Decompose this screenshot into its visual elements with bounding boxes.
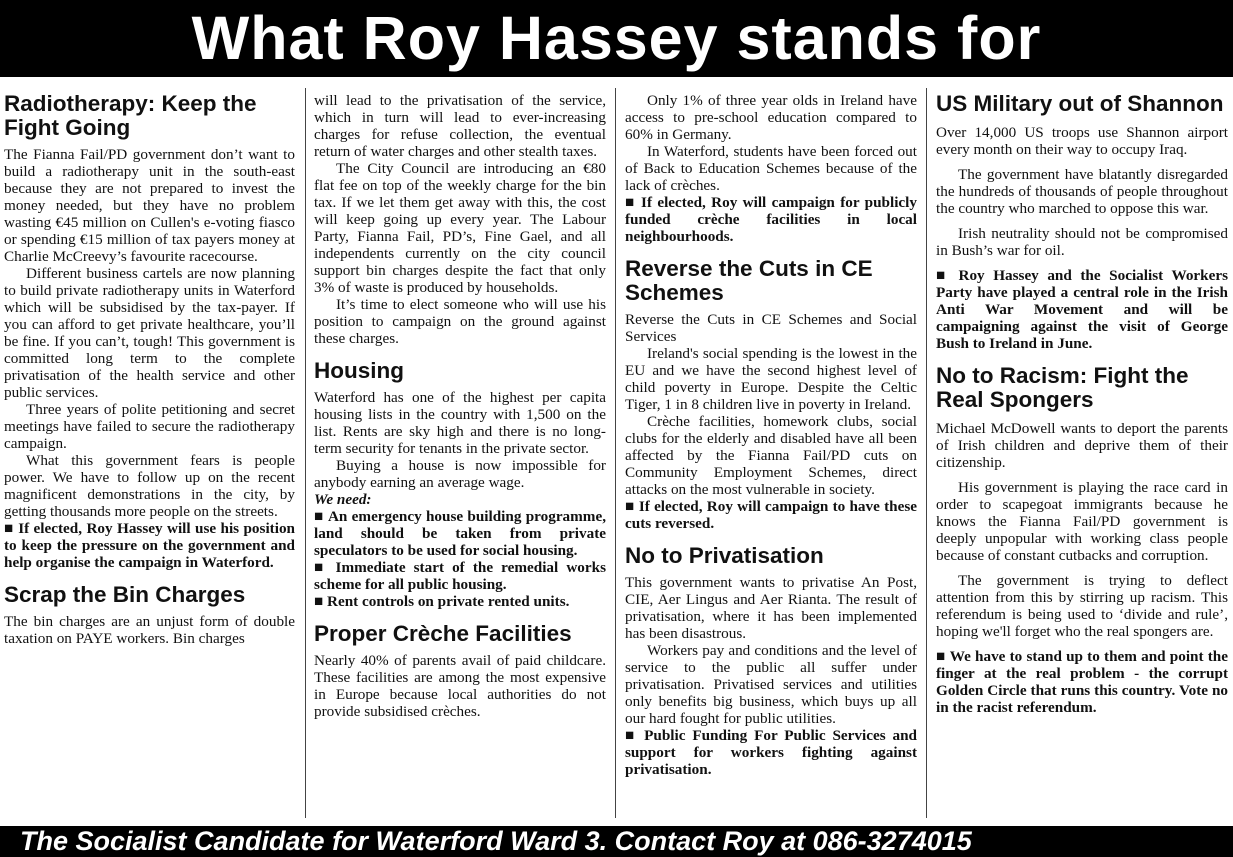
column-2 [314, 92, 606, 822]
paragraph: The City Council are introducing an €80 flat fee on top of the weekly charge for the bin tax. If we let them get away with this, the cost will keep going up every year. The Labour Party, Fianna Fail, PD’s, Fine Gael, and all independents currently on the city council support bin charges despite the fact that only 3% of waste is produced by households. [314, 160, 606, 296]
paragraph: The government have blatantly disregarded the hundreds of thousands of people throughout the country who marched to oppose this war. [936, 166, 1228, 217]
paragraph: This government wants to privatise An Post, CIE, Aer Lingus and Aer Rianta. The result of privatisation, where it has been implemented has been disastrous. [625, 574, 917, 642]
pledge: ■ If elected, Roy will campaign to have these cuts reversed. [625, 498, 917, 532]
we-need-label: We need: [314, 491, 372, 508]
heading-ce-schemes: Reverse the Cuts in CE Schemes [625, 256, 873, 305]
paragraph: The bin charges are an unjust form of double taxation on PAYE workers. Bin charges [4, 613, 295, 647]
paragraph: Only 1% of three year olds in Ireland have access to pre-school education compared to 60% in Germany. [625, 92, 917, 143]
paragraph: Over 14,000 US troops use Shannon airport every month on their way to occupy Iraq. [936, 124, 1228, 158]
paragraph: It’s time to elect someone who will use his position to campaign on the ground against these charges. [314, 296, 606, 347]
heading-housing: Housing [314, 358, 404, 383]
headline-banner: What Roy Hassey stands for [0, 0, 1233, 77]
paragraph: The Fianna Fail/PD government don’t want to build a radiotherapy unit in the south-east because they are not prepared to invest the money needed, but they have no problem wasting €45 million on Cullen's e-voting fiasco or spending €15 million of tax payers money at Charlie McCreevy’s favourite racecourse. [4, 146, 295, 265]
column-divider [926, 88, 927, 818]
paragraph: The government is trying to deflect attention from this by stirring up racism. This referendum is being used to ‘divide and rule’, hoping we'll forget who the real spongers are. [936, 572, 1228, 640]
column-divider [305, 88, 306, 818]
heading-racism: No to Racism: Fight the Real Spongers [936, 363, 1189, 412]
heading-radiotherapy: Radiotherapy: Keep the Fight Going [4, 92, 257, 140]
paragraph: Michael McDowell wants to deport the parents of Irish children and deprive them of their citizenship. [936, 420, 1228, 471]
column-divider [615, 88, 616, 818]
paragraph: Nearly 40% of parents avail of paid childcare. These facilities are among the most expensive in Europe because local authorities do not provide subsidised crèches. [314, 652, 606, 720]
heading-privatisation: No to Privatisation [625, 543, 824, 568]
heading-bin-charges: Scrap the Bin Charges [4, 582, 246, 607]
paragraph: will lead to the privatisation of the service, which in turn will lead to ever-increasing charges for refuse collection, the eventual return of water charges and other stealth taxes. [314, 92, 606, 160]
column-4 [936, 92, 1228, 822]
paragraph: What this government fears is people power. We have to follow up on the recent magnificent demonstrations in the city, by getting thousands more people on the streets. [4, 452, 295, 520]
paragraph: Reverse the Cuts in CE Schemes and Social Services [625, 311, 917, 345]
paragraph: Workers pay and conditions and the level of service to the public all suffer under privatisation. Privatised services and utilities only benefits big business, which buys up all our hard fought for public utilities. [625, 642, 917, 727]
paragraph: In Waterford, students have been forced out of Back to Education Schemes because of the lack of crèches. [625, 143, 917, 194]
paragraph: Crèche facilities, homework clubs, social clubs for the elderly and disabled have all been affected by the Fianna Fail/PD cuts on Community Employment Schemes, direct attacks on the most vulnerable in society. [625, 413, 917, 498]
pledge: ■ Rent controls on private rented units. [314, 593, 606, 610]
paragraph: Three years of polite petitioning and secret meetings have failed to secure the radiotherapy campaign. [4, 401, 295, 452]
pledge: ■ We have to stand up to them and point the finger at the real problem - the corrupt Golden Circle that runs this country. Vote no in the racist referendum. [936, 648, 1228, 716]
pledge: ■ Roy Hassey and the Socialist Workers Party have played a central role in the Irish Anti War Movement and will be campaigning against the visit of George Bush to Ireland in June. [936, 267, 1228, 352]
paragraph: Buying a house is now impossible for anybody earning an average wage. [314, 457, 606, 491]
paragraph: Waterford has one of the highest per capita housing lists in the country with 1,500 on the list. Rents are sky high and there is no long-term security for tenants in the private sector. [314, 389, 606, 457]
paragraph: Different business cartels are now planning to build private radiotherapy units in Waterford which will be subsidised by the tax-payer. If you can afford to get private healthcare, you’ll be fine. If you can’t, tough! This government is committed long term to the complete privatisation of the health service and other public services. [4, 265, 295, 401]
paragraph: Irish neutrality should not be compromised in Bush’s war for oil. [936, 225, 1228, 259]
pledge: ■ An emergency house building programme, land should be taken from private speculators to be used for social housing. [314, 508, 606, 559]
column-1 [4, 92, 295, 822]
pledge: ■ Public Funding For Public Services and support for workers fighting against privatisation. [625, 727, 917, 778]
heading-creche: Proper Crèche Facilities [314, 621, 572, 646]
pledge: ■ Immediate start of the remedial works scheme for all public housing. [314, 559, 606, 593]
paragraph: Ireland's social spending is the lowest in the EU and we have the second highest level of child poverty in Europe. Despite the Celtic Tiger, 1 in 8 children live in poverty in Ireland. [625, 345, 917, 413]
paragraph: His government is playing the race card in order to scapegoat immigrants because he knows the Fianna Fail/PD government is deeply unpopular with working class people because of constant cutbacks and corruption. [936, 479, 1228, 564]
pledge: ■ If elected, Roy Hassey will use his position to keep the pressure on the government and help organise the campaign in Waterford. [4, 520, 295, 571]
pledge: ■ If elected, Roy will campaign for publicly funded crèche facilities in local neighbourhoods. [625, 194, 917, 245]
heading-us-military: US Military out of Shannon [936, 92, 1224, 116]
column-3 [625, 92, 917, 822]
contact-footer: The Socialist Candidate for Waterford Ward 3. Contact Roy at 086-3274015 [0, 826, 1233, 857]
